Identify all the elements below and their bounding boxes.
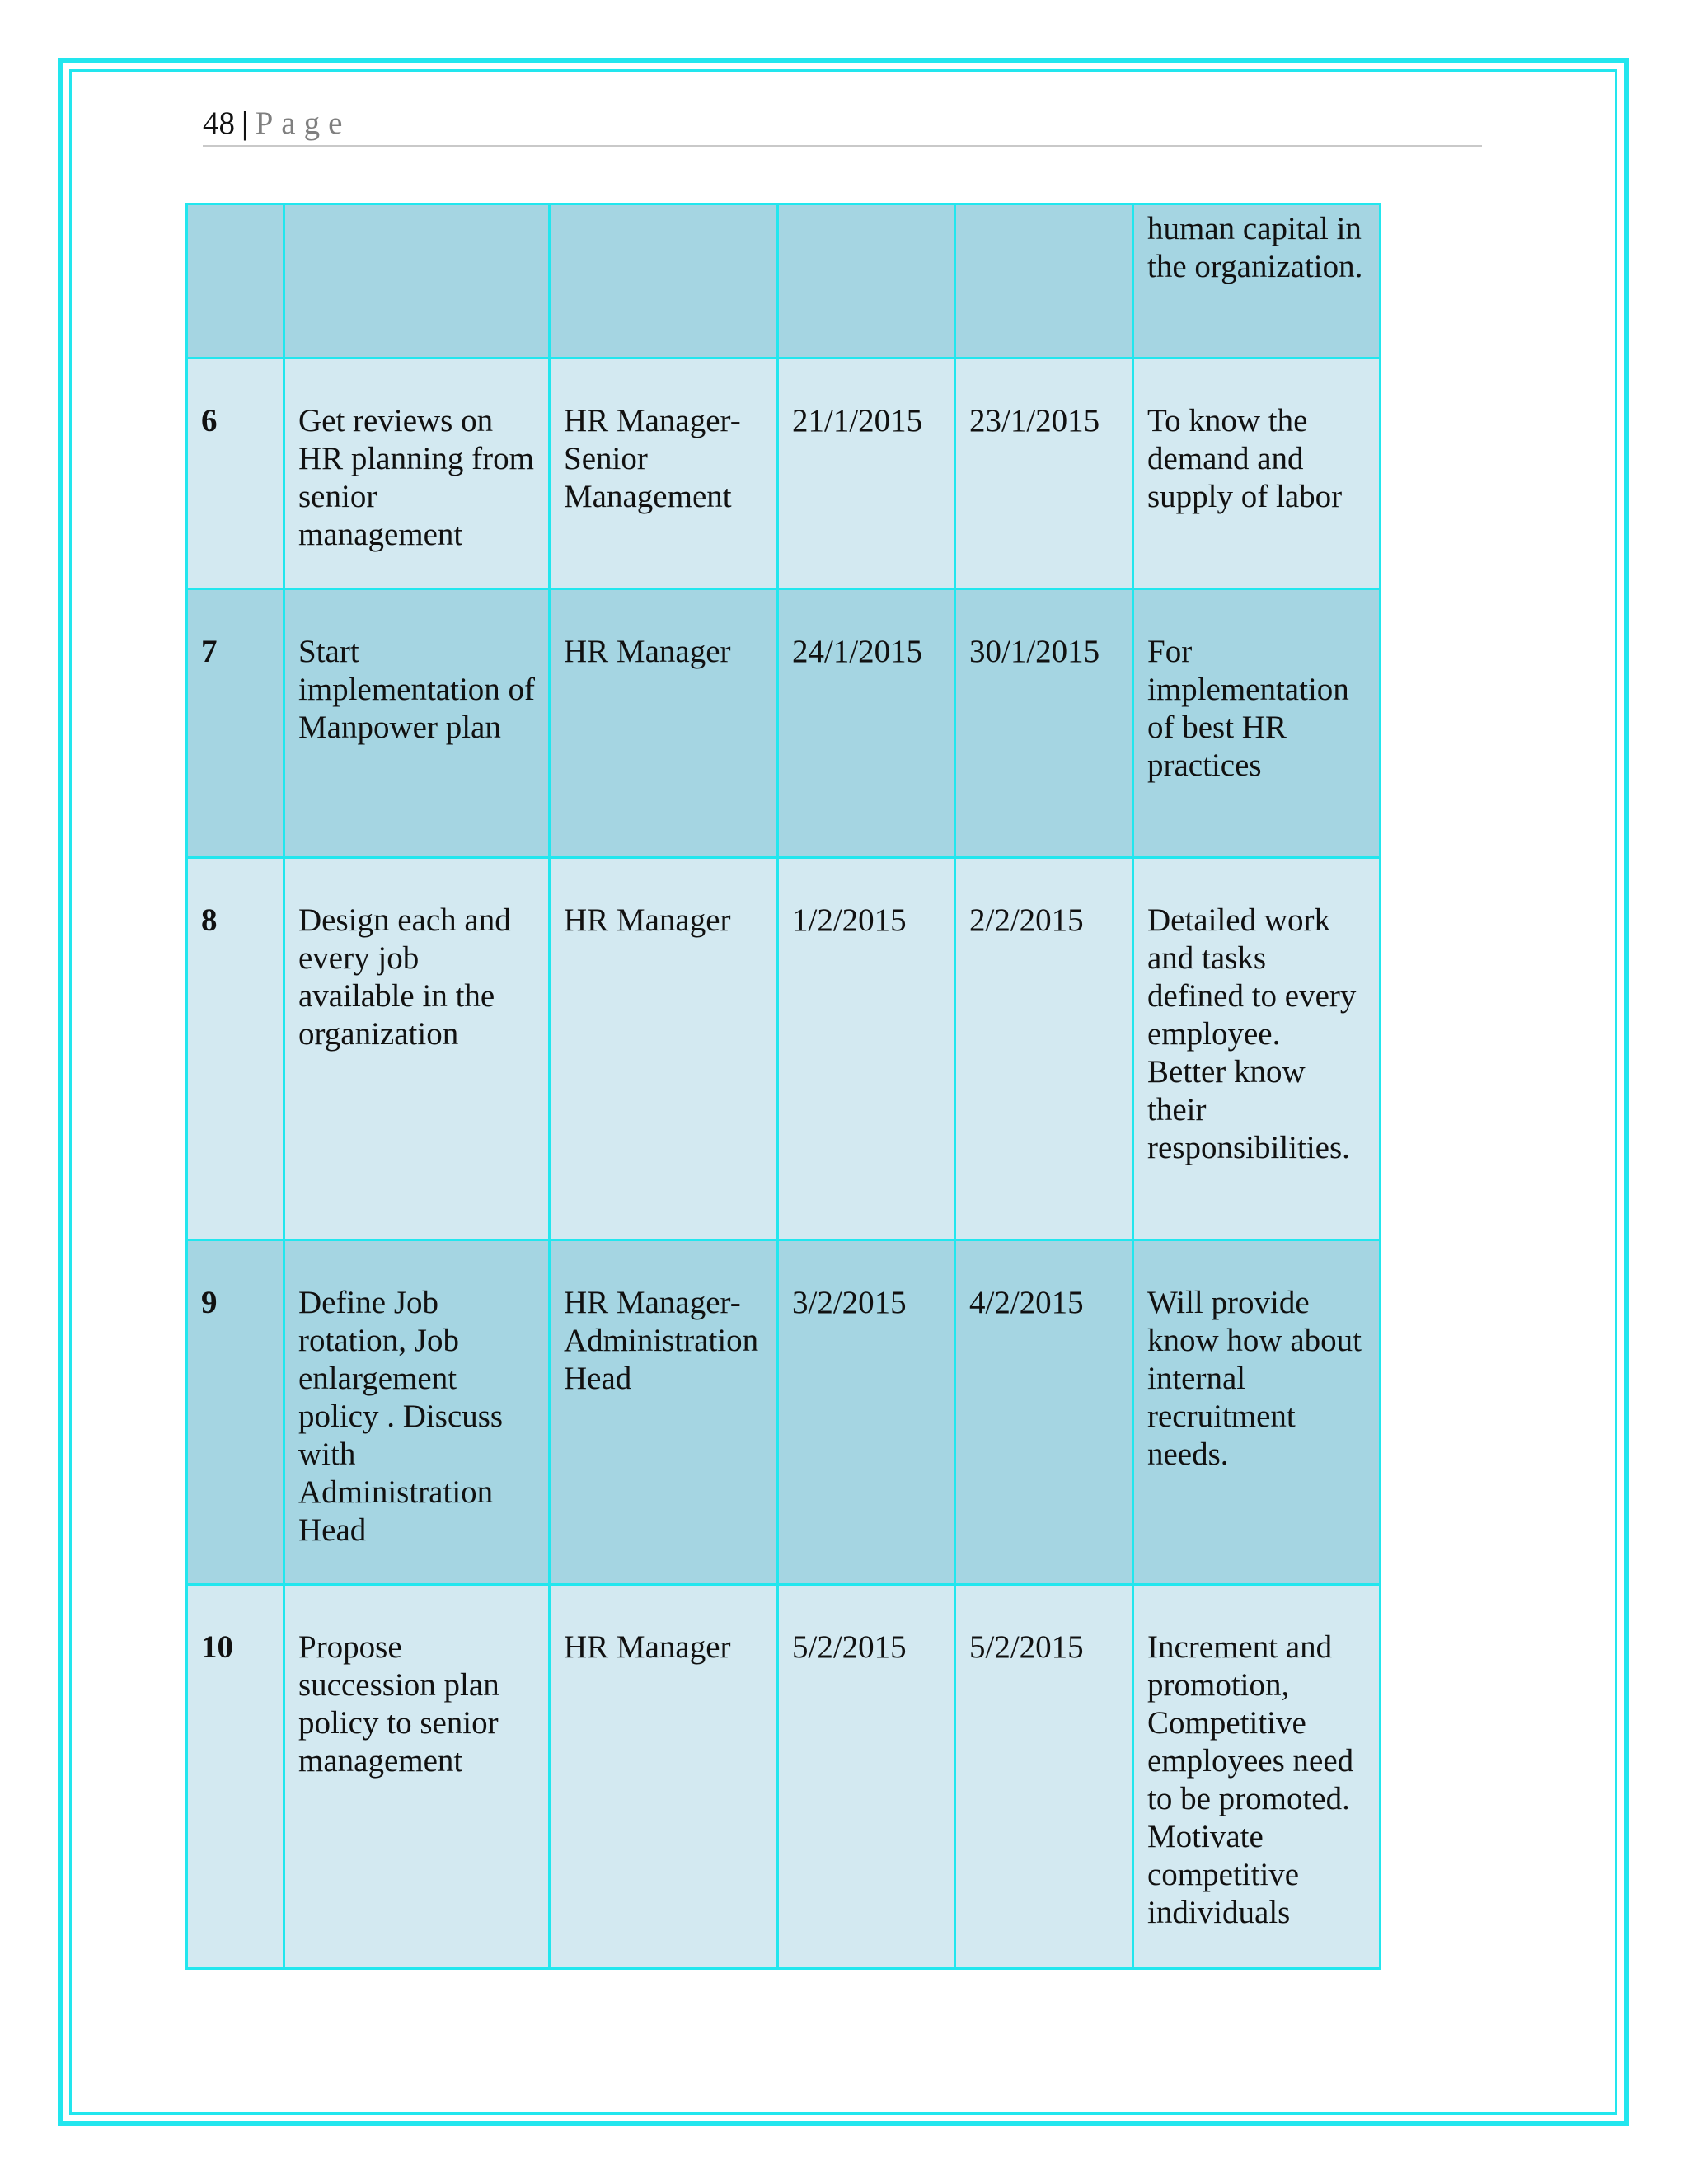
cell-start-date: 21/1/2015: [778, 359, 955, 589]
cell-responsible: HR Manager: [550, 589, 778, 858]
cell-activity: Design each and every job available in the organization: [284, 858, 550, 1240]
page-number: 48: [203, 105, 235, 141]
cell-end-date: 4/2/2015: [955, 1240, 1133, 1585]
cell-start-date: [778, 204, 955, 359]
header-separator: |: [241, 105, 249, 141]
cell-responsible: [550, 204, 778, 359]
cell-responsible: HR Manager: [550, 1585, 778, 1969]
table-row: [187, 359, 1381, 589]
cell-start-date: 1/2/2015: [778, 858, 955, 1240]
table-row: [187, 589, 1381, 858]
cell-number: 9: [187, 1240, 284, 1585]
cell-number: 8: [187, 858, 284, 1240]
cell-activity: Define Job rotation, Job enlargement policy . Discuss with Administration Head: [284, 1240, 550, 1585]
cell-outcome: Will provide know how about internal recruitment needs.: [1133, 1240, 1381, 1585]
cell-outcome: Increment and promotion, Competitive employees need to be promoted. Motivate competitive individuals: [1133, 1585, 1381, 1969]
cell-end-date: 2/2/2015: [955, 858, 1133, 1240]
cell-end-date: 30/1/2015: [955, 589, 1133, 858]
cell-responsible: HR Manager: [550, 858, 778, 1240]
table-row: [187, 1240, 1381, 1585]
cell-outcome: For implementation of best HR practices: [1133, 589, 1381, 858]
cell-responsible: HR Manager-Senior Management: [550, 359, 778, 589]
cell-end-date: [955, 204, 1133, 359]
cell-outcome: Detailed work and tasks defined to every employee. Better know their responsibilities.: [1133, 858, 1381, 1240]
page-label: Page: [255, 105, 351, 141]
cell-activity: Get reviews on HR planning from senior management: [284, 359, 550, 589]
cell-responsible: HR Manager-Administration Head: [550, 1240, 778, 1585]
table-row: [187, 858, 1381, 1240]
cell-number: [187, 204, 284, 359]
table-row: [187, 204, 1381, 359]
page-header: [203, 102, 1482, 147]
cell-activity: [284, 204, 550, 359]
cell-number: 7: [187, 589, 284, 858]
cell-start-date: 24/1/2015: [778, 589, 955, 858]
cell-activity: Propose succession plan policy to senior management: [284, 1585, 550, 1969]
cell-outcome: human capital in the organization.: [1133, 204, 1381, 359]
cell-end-date: 5/2/2015: [955, 1585, 1133, 1969]
cell-number: 10: [187, 1585, 284, 1969]
cell-start-date: 5/2/2015: [778, 1585, 955, 1969]
cell-activity: Start implementation of Manpower plan: [284, 589, 550, 858]
cell-end-date: 23/1/2015: [955, 359, 1133, 589]
cell-start-date: 3/2/2015: [778, 1240, 955, 1585]
hr-plan-table: [185, 203, 1381, 1970]
cell-number: 6: [187, 359, 284, 589]
cell-outcome: To know the demand and supply of labor: [1133, 359, 1381, 589]
table-row: [187, 1585, 1381, 1969]
